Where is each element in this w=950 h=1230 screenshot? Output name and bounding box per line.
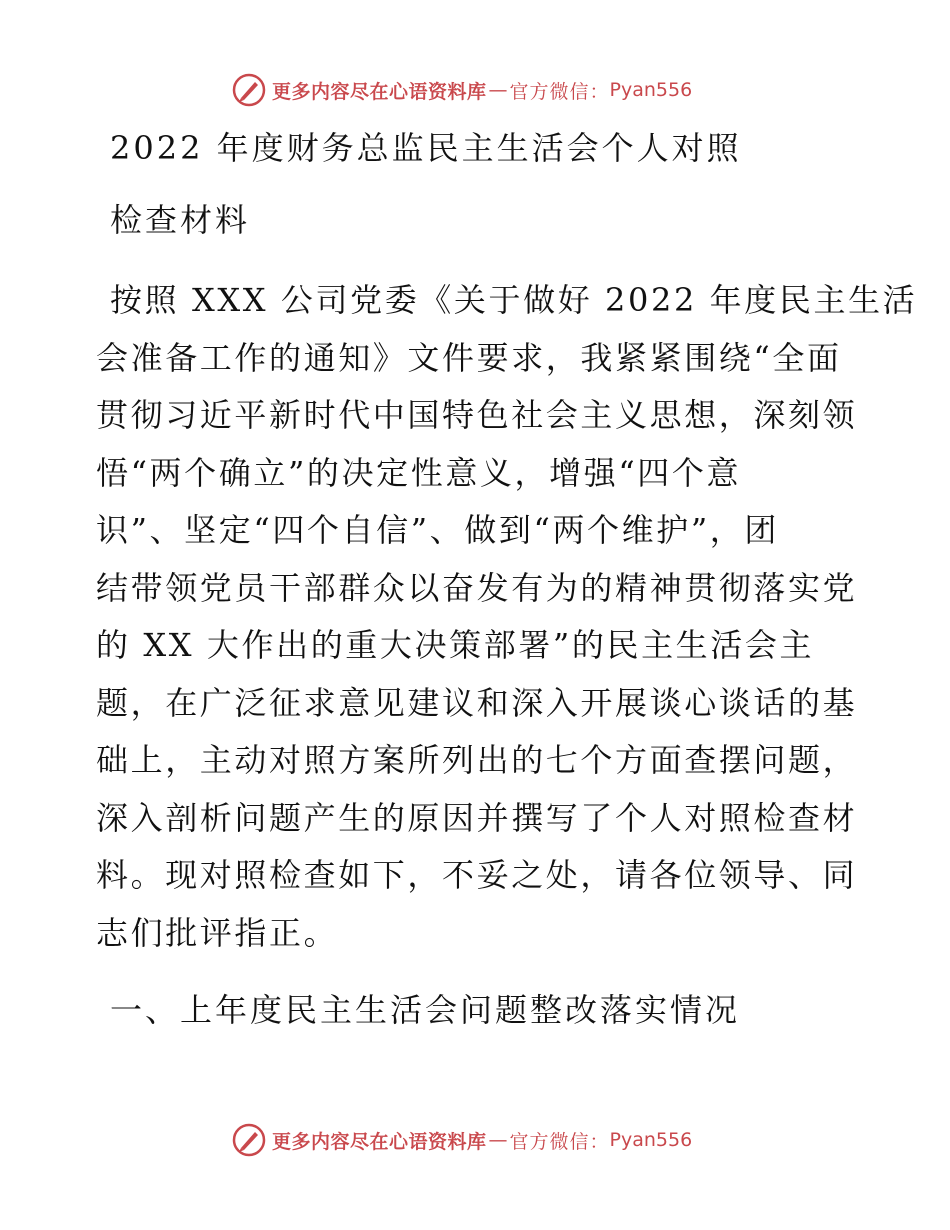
body-line: 结带领党员干部群众以奋发有为的精神贯彻落实党: [96, 568, 858, 607]
watermark-separator: —: [488, 1129, 508, 1151]
pen-logo-icon: [232, 1123, 266, 1157]
pen-logo-icon: [232, 73, 266, 107]
body-line: 贯彻习近平新时代中国特色社会主义思想，深刻领: [96, 396, 858, 434]
watermark-wechat-label: 官方微信：: [509, 1130, 610, 1153]
watermark-separator: —: [488, 79, 508, 101]
section-heading: 一、上年度民主生活会问题整改落实情况: [110, 991, 741, 1029]
body-line: 题，在广泛征求意见建议和深入开展谈心谈话的基: [96, 683, 858, 722]
watermark-banner-bottom: [232, 1120, 692, 1160]
body-line: 料。现对照检查如下，不妥之处，请各位领导、同: [96, 856, 858, 894]
body-paragraph: [96, 272, 918, 962]
watermark-brand: 更多内容尽在心语资料库: [272, 1130, 487, 1153]
body-line: 会准备工作的通知》文件要求，我紧紧围绕“全面: [96, 338, 842, 377]
watermark-wechat-id: Pyan556: [609, 1129, 693, 1151]
document-title-line-1: 2022 年度财务总监民主生活会个人对照: [110, 129, 742, 167]
body-line: 悟“两个确立”的决定性意义，增强“四个意: [96, 453, 742, 492]
body-line: 础上，主动对照方案所列出的七个方面查摆问题，: [96, 741, 858, 779]
body-line: 识”、坚定“四个自信”、做到“两个维护”，团: [96, 511, 779, 549]
body-line: 志们批评指正。: [96, 913, 339, 952]
body-line: 深入剖析问题产生的原因并撰写了个人对照检查材: [96, 798, 858, 837]
watermark-banner-top: [232, 70, 692, 110]
watermark-wechat-id: Pyan556: [609, 79, 693, 101]
watermark-brand: 更多内容尽在心语资料库: [272, 80, 487, 103]
body-line: 按照 XXX 公司党委《关于做好 2022 年度民主生活: [110, 281, 918, 319]
body-line: 的 XX 大作出的重大决策部署”的民主生活会主: [96, 626, 815, 664]
document-title-line-2: 检查材料: [110, 201, 251, 239]
watermark-wechat-label: 官方微信：: [509, 80, 610, 103]
